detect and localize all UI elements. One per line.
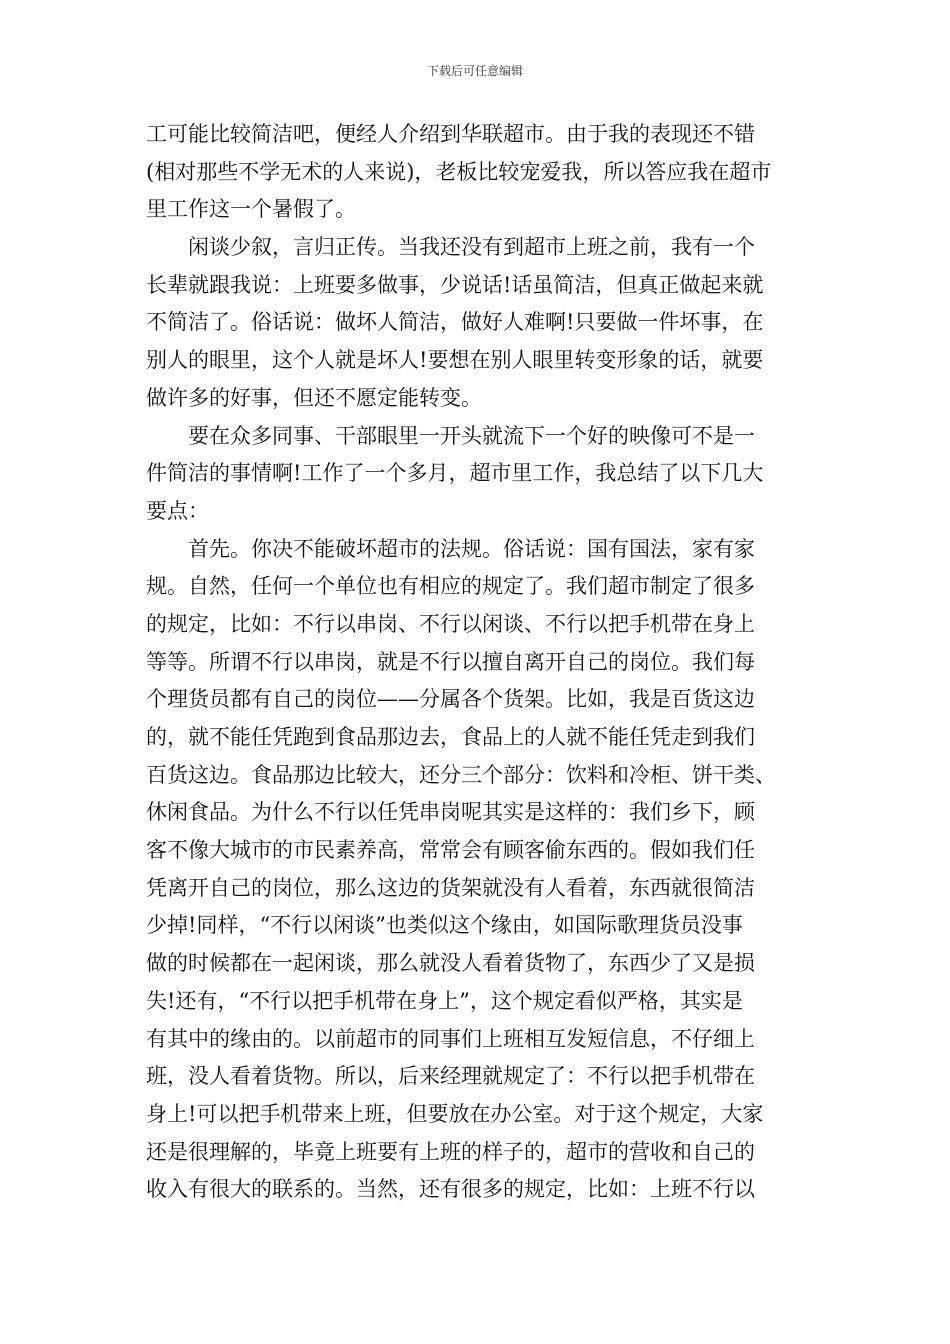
document-body bbox=[146, 116, 806, 1209]
text-line: 要在众多同事、干部眼里一开头就流下一个好的映像可不是一 bbox=[188, 423, 755, 448]
text-line: 的规定，比如：不行以串岗、不行以闲谈、不行以把手机带在身上 bbox=[146, 611, 755, 636]
text-line: 规。自然，任何一个单位也有相应的规定了。我们超市制定了很多 bbox=[146, 574, 755, 599]
text-line: 工可能比较简洁吧，便经人介绍到华联超市。由于我的表现还不错 bbox=[146, 122, 755, 146]
text-line: 收入有很大的联系的。当然，还有很多的规定，比如：上班不行以 bbox=[146, 1177, 755, 1202]
text-line: 有其中的缘由的。以前超市的同事们上班相互发短信息，不仔细上 bbox=[146, 1026, 755, 1051]
text-line: 闲谈少叙，言归正传。当我还没有到超市上班之前，我有一个 bbox=[188, 235, 755, 260]
text-line: 要点： bbox=[146, 498, 209, 523]
text-line: 件简洁的事情啊!工作了一个多月，超市里工作，我总结了以下几大 bbox=[146, 461, 764, 486]
text-line: 等等。所谓不行以串岗，就是不行以擅自离开自己的岗位。我们每 bbox=[146, 649, 755, 674]
text-line: 别人的眼里，这个人就是坏人!要想在别人眼里转变形象的话，就要 bbox=[146, 348, 764, 373]
text-line: 客不像大城市的市民素养高，常常会有顾客偷东西的。假如我们任 bbox=[146, 838, 755, 863]
text-line: 身上!可以把手机带来上班，但要放在办公室。对于这个规定，大家 bbox=[146, 1101, 764, 1126]
text-line: 还是很理解的，毕竟上班要有上班的样子的，超市的营收和自己的 bbox=[146, 1139, 755, 1164]
text-line: 里工作这一个暑假了。 bbox=[146, 197, 356, 222]
text-line: (相对那些不学无术的人来说)，老板比较宠爱我，所以答应我在超市 bbox=[146, 159, 772, 184]
text-line: 少掉!同样，“不行以闲谈”也类似这个缘由，如国际歌理货员没事 bbox=[146, 913, 743, 938]
text-line: 凭离开自己的岗位，那么这边的货架就没有人看着，东西就很简洁 bbox=[146, 875, 755, 900]
text-line: 个理货员都有自己的岗位——分属各个货架。比如，我是百货这边 bbox=[146, 687, 755, 712]
text-line: 休闲食品。为什么不行以任凭串岗呢其实是这样的：我们乡下，顾 bbox=[146, 800, 755, 825]
text-line: 做许多的好事，但还不愿定能转变。 bbox=[146, 385, 482, 410]
text-line: 长辈就跟我说：上班要多做事，少说话!话虽简洁，但真正做起来就 bbox=[146, 272, 764, 297]
text-line: 失!还有，“不行以把手机带在身上”，这个规定看似严格，其实是 bbox=[146, 988, 743, 1013]
text-line: 首先。你决不能破坏超市的法规。俗话说：国有国法，家有家 bbox=[188, 536, 755, 561]
text-line: 百货这边。食品那边比较大，还分三个部分：饮料和冷柜、饼干类、 bbox=[146, 762, 776, 787]
text-line: 做的时候都在一起闲谈，那么就没人看着货物了，东西少了又是损 bbox=[146, 951, 755, 976]
page-header-note: 下载后可任意编辑 bbox=[426, 64, 523, 78]
text-line: 的，就不能任凭跑到食品那边去，食品上的人就不能任凭走到我们 bbox=[146, 725, 755, 749]
text-line: 班，没人看着货物。所以，后来经理就规定了：不行以把手机带在 bbox=[146, 1064, 755, 1089]
text-line: 不简洁了。俗话说：做坏人简洁，做好人难啊!只要做一件坏事，在 bbox=[146, 310, 764, 335]
